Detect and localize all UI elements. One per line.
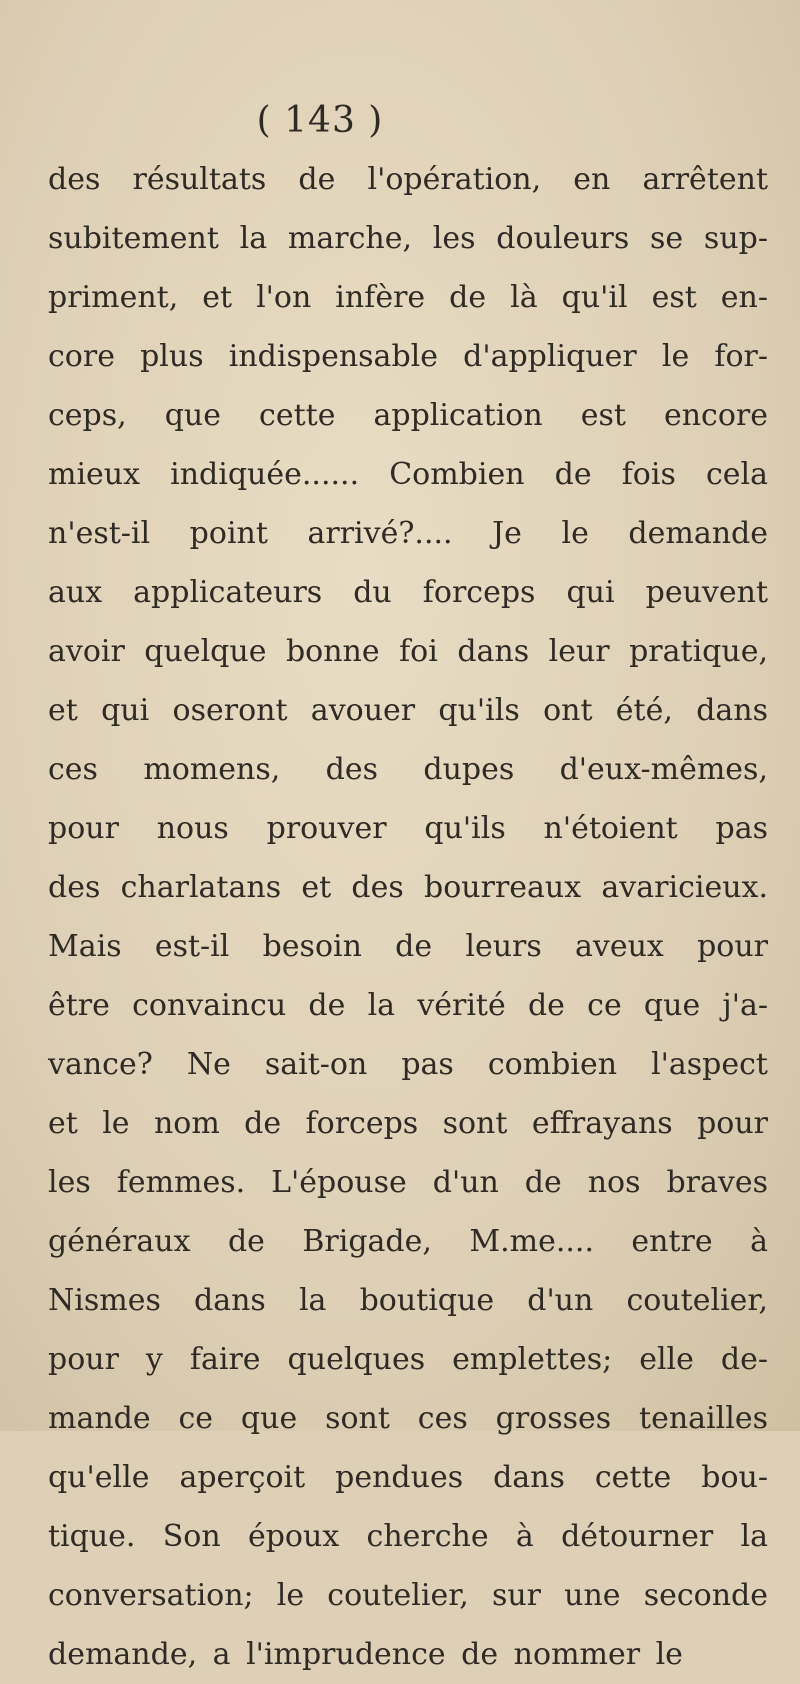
text-line: avoir quelque bonne foi dans leur pratique, (48, 634, 768, 669)
text-line: conversation; le coutelier, sur une seconde (48, 1578, 768, 1613)
text-line: vance? Ne sait-on pas combien l'aspect (48, 1047, 768, 1082)
text-line: mande ce que sont ces grosses tenailles (48, 1401, 768, 1436)
text-line: priment, et l'on infère de là qu'il est en- (48, 280, 768, 315)
text-line: n'est-il point arrivé?.... Je le demande (48, 516, 768, 551)
page-text (48, 150, 768, 1684)
text-line: et le nom de forceps sont effrayans pour (48, 1106, 768, 1141)
text-line: les femmes. L'épouse d'un de nos braves (48, 1165, 768, 1200)
text-line: et qui oseront avouer qu'ils ont été, dans (48, 693, 768, 728)
text-line: tique. Son époux cherche à détourner la (48, 1519, 768, 1554)
text-line: des résultats de l'opération, en arrêtent (48, 162, 768, 197)
text-line: ces momens, des dupes d'eux-mêmes, (48, 752, 768, 787)
page-number: ( 143 ) (256, 100, 384, 141)
text-line: Nismes dans la boutique d'un coutelier, (48, 1283, 768, 1318)
text-line: Mais est-il besoin de leurs aveux pour (48, 929, 768, 964)
text-line: des charlatans et des bourreaux avaricieux. (48, 870, 768, 905)
text-line: pour y faire quelques emplettes; elle de- (48, 1342, 768, 1377)
text-line: demande, a l'imprudence de nommer le (48, 1637, 683, 1672)
text-line: qu'elle aperçoit pendues dans cette bou- (48, 1460, 768, 1495)
text-line: pour nous prouver qu'ils n'étoient pas (48, 811, 768, 846)
text-line: généraux de Brigade, M.me.... entre à (48, 1224, 768, 1259)
text-line: core plus indispensable d'appliquer le for- (48, 339, 768, 374)
text-line: être convaincu de la vérité de ce que j'a- (48, 988, 768, 1023)
text-line: subitement la marche, les douleurs se sup- (48, 221, 768, 256)
text-line: mieux indiquée...... Combien de fois cela (48, 457, 768, 492)
text-line: aux applicateurs du forceps qui peuvent (48, 575, 768, 610)
text-line: ceps, que cette application est encore (48, 398, 768, 433)
